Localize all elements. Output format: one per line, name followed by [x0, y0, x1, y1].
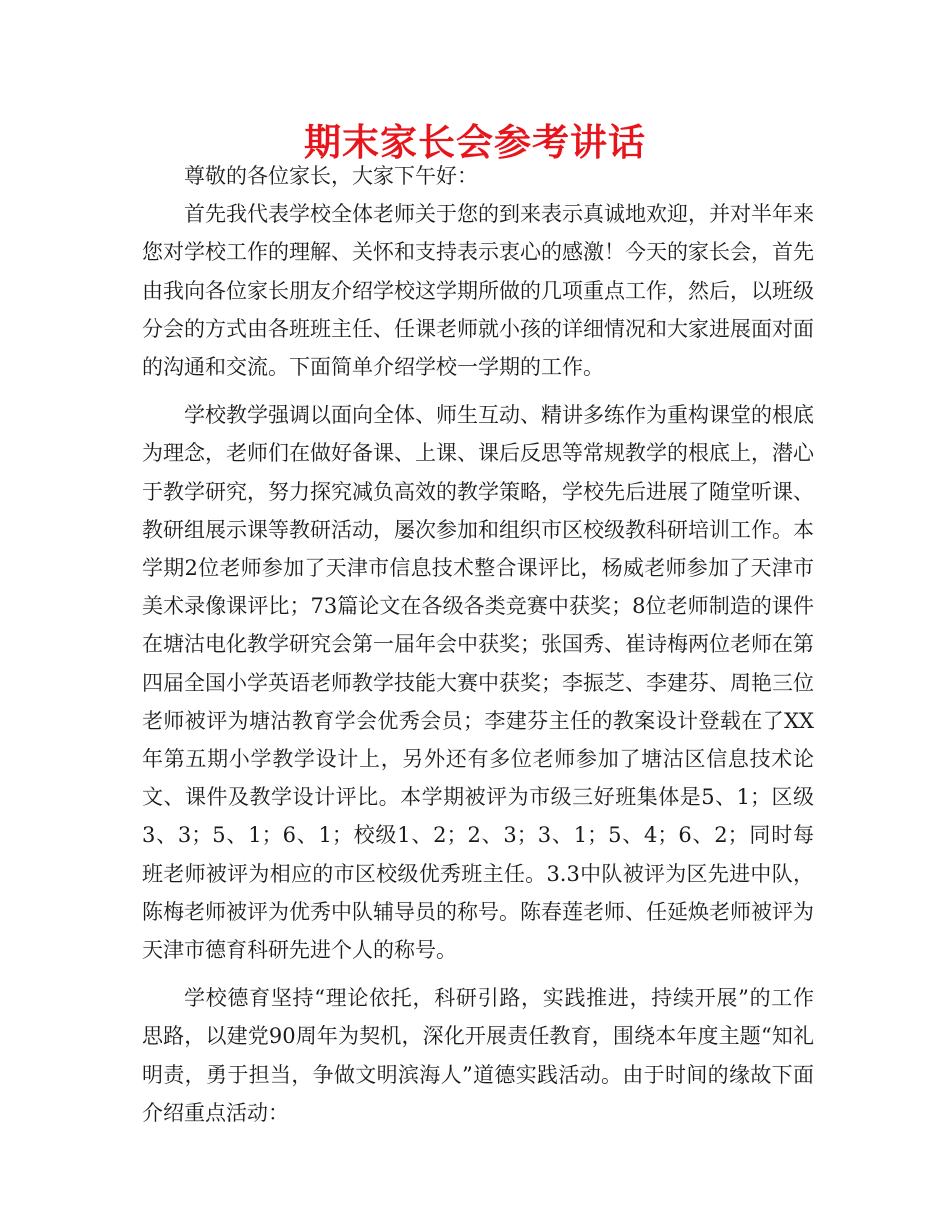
document-title: 期末家长会参考讲话	[304, 121, 646, 164]
moral-education-paragraph: 学校德育坚持“理论依托，科研引路，实践推进，持续开展”的工作思路，以建党90周年为契机，深化开展责任教育，围绕本年度主题“知礼明责，勇于担当，争做文明滨海人”道德实践活动。由于时间的缘故下面介绍重点活动：	[142, 986, 814, 1125]
teaching-paragraph: 学校教学强调以面向全体、师生互动、精讲多练作为重构课堂的根底为理念，老师们在做好备课、上课、课后反思等常规教学的根底上，潜心于教学研究，努力探究减负高效的教学策略，学校先后进展了随堂听课、教研组展示课等教研活动，屡次参加和组织市区校级教科研培训工作。本学期2位老师参加了天津市信息技术整合课评比，杨威老师参加了天津市美术录像课评比；73篇论文在各级各类竞赛中获奖；8位老师制造的课件在塘沽电化教学研究会第一届年会中获奖；张国秀、崔诗梅两位老师在第四届全国小学英语老师教学技能大赛中获奖；李振芝、李建芬、周艳三位老师被评为塘沽教育学会优秀会员；李建芬主任的教案设计登载在了XX年第五期小学教学设计上，另外还有多位老师参加了塘沽区信息技术论文、课件及教学设计评比。本学期被评为市级三好班集体是5、1；区级3、3；5、1；6、1；校级1、2；2、3；3、1；5、4；6、2；同时每班老师被评为相应的市区校级优秀班主任。3.3中队被评为区先进中队，陈梅老师被评为优秀中队辅导员的称号。陈春莲老师、任延焕老师被评为天津市德育科研先进个人的称号。	[142, 403, 814, 963]
greeting-paragraph: 尊敬的各位家长，大家下午好：	[184, 164, 478, 188]
intro-paragraph: 首先我代表学校全体老师关于您的到来表示真诚地欢迎，并对半年来您对学校工作的理解、关怀和支持表示衷心的感激！今天的家长会，首先由我向各位家长朋友介绍学校这学期所做的几项重点工作，然后，以班级分会的方式由各班班主任、任课老师就小孩的详细情况和大家进展面对面的沟通和交流。下面简单介绍学校一学期的工作。	[142, 202, 814, 380]
document-body	[142, 157, 814, 1132]
